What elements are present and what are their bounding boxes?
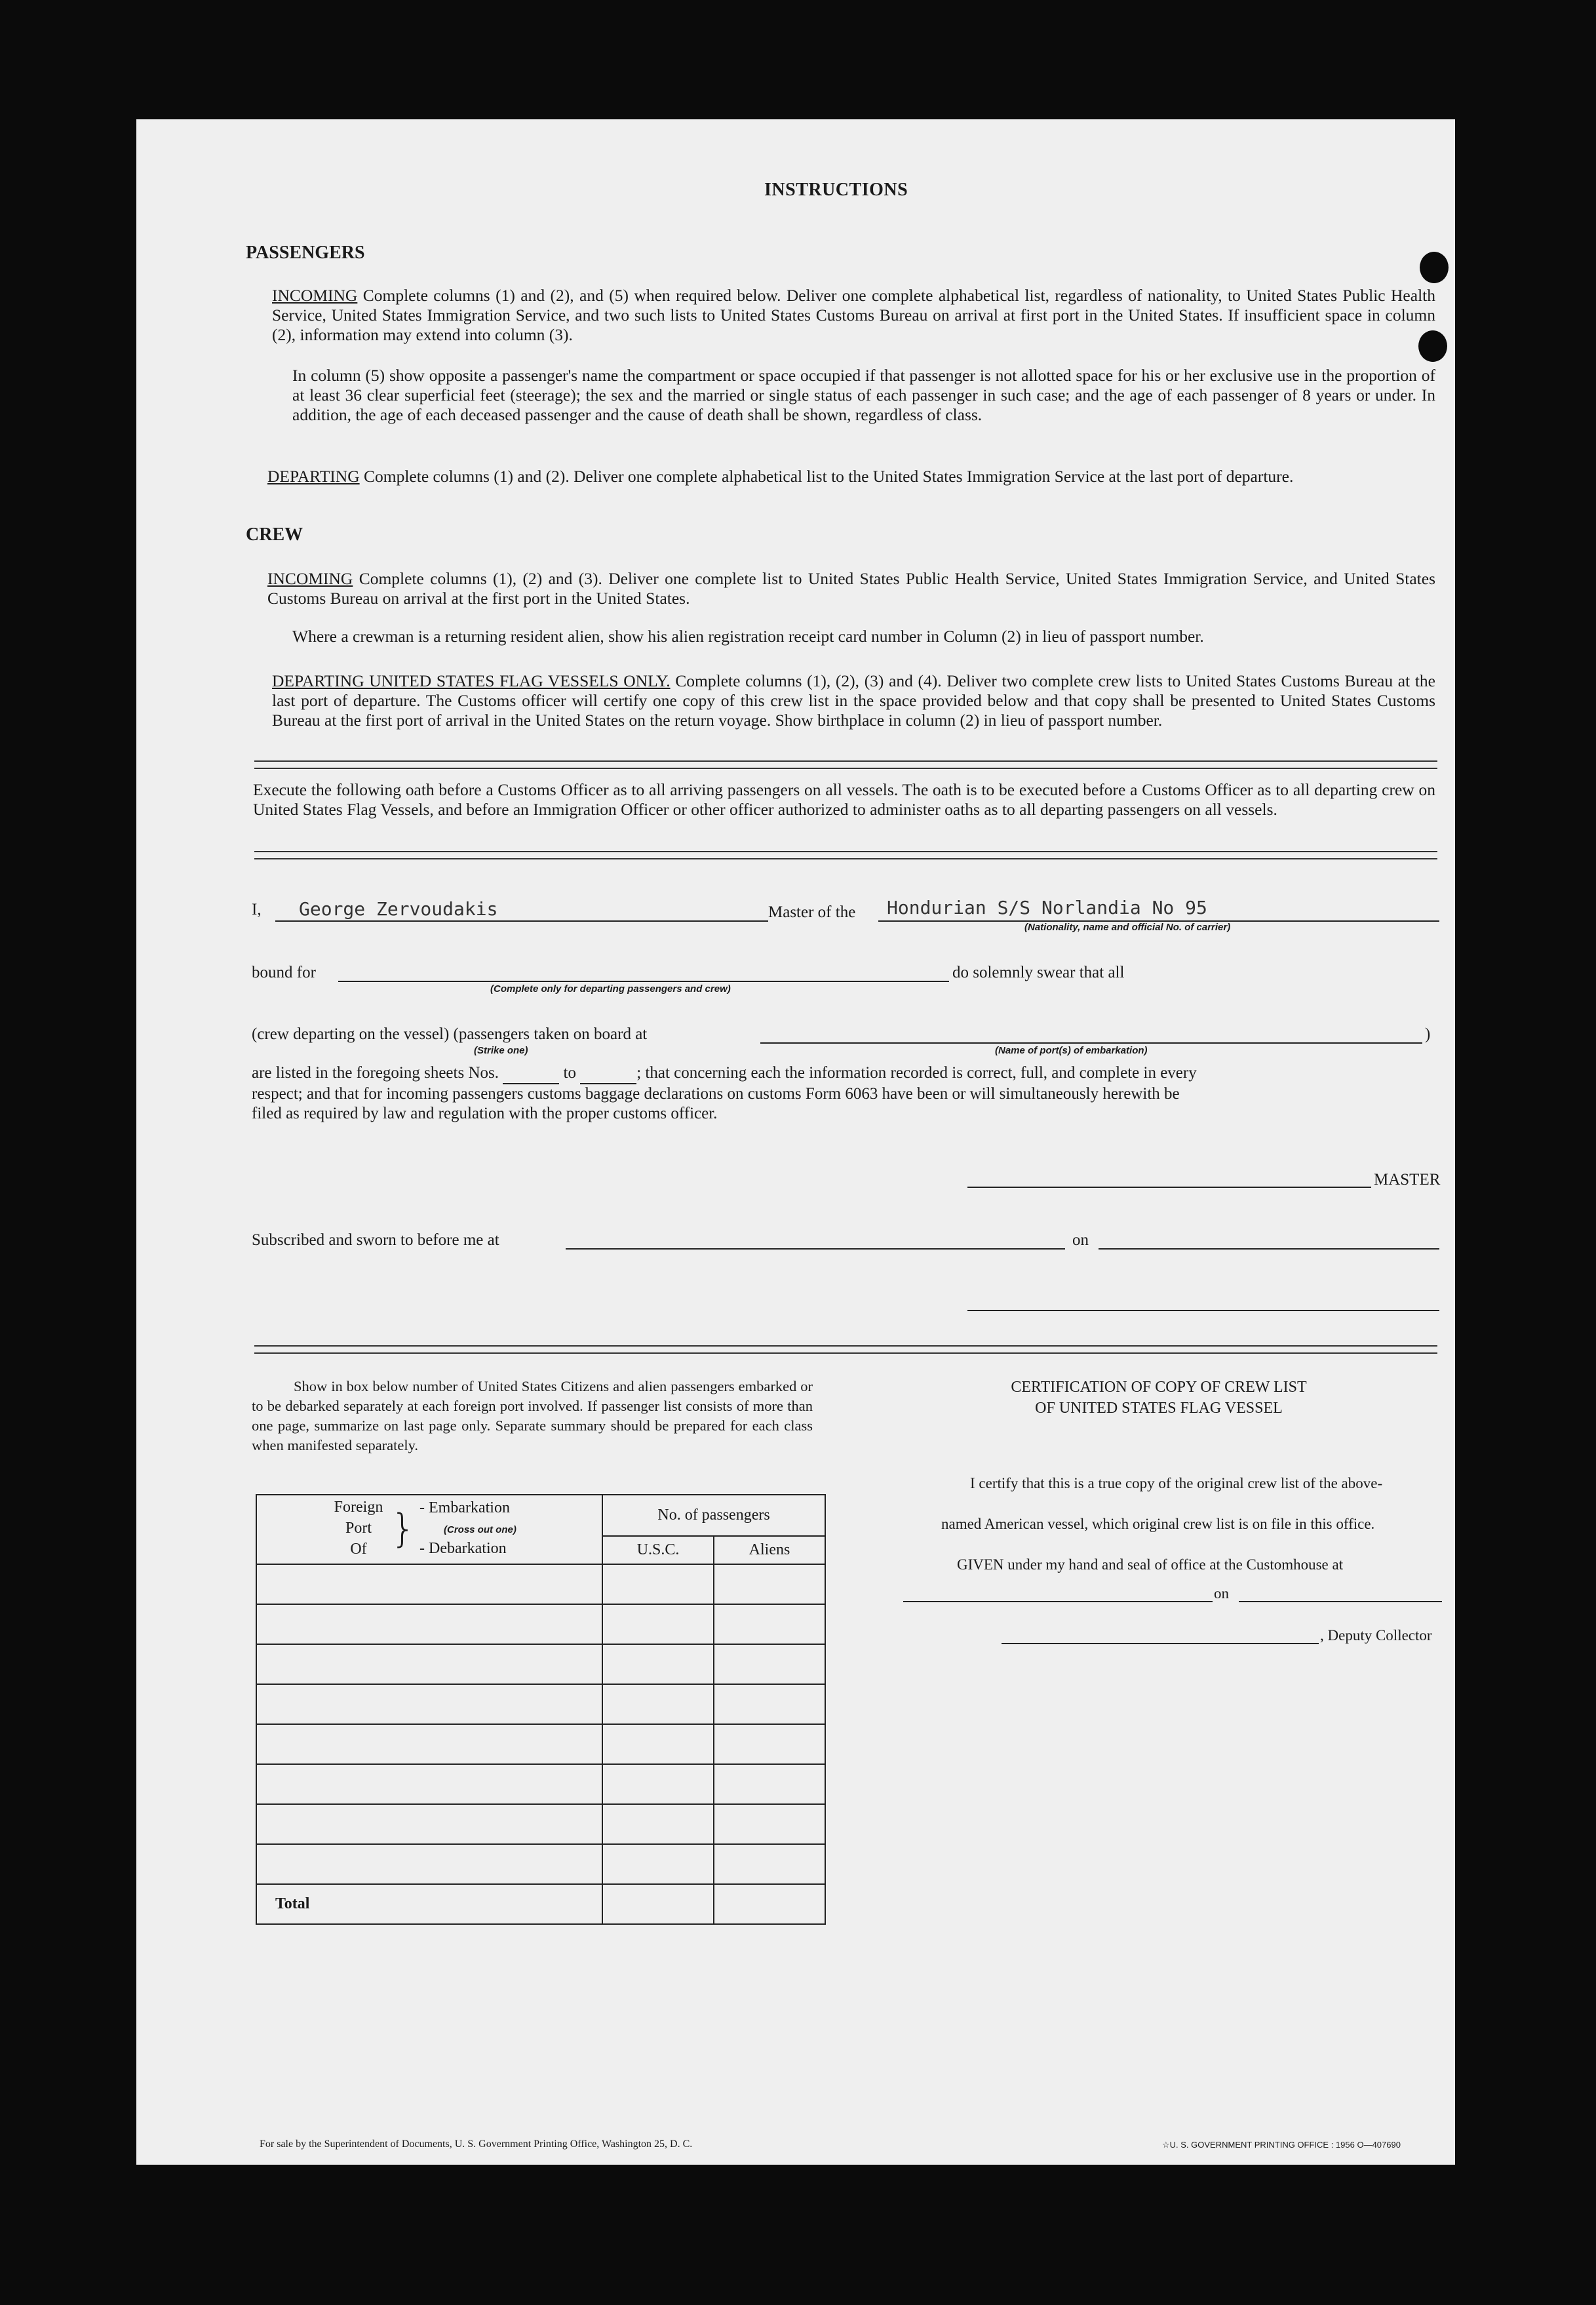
listed-text-d: filed as required by law and regulation with the proper customs officer. xyxy=(252,1105,718,1122)
debarkation-label: - Debarkation xyxy=(419,1540,507,1557)
passengers-incoming-text: Complete columns (1) and (2), and (5) when required below. Deliver one complete alphabetical list, regardless of nationality, to United States Public Health Service, United States Immigration Service, and two such lists to United States Customs Bureau on arrival at first port in the United States. If insufficient space in column (2), information may extend into column (3). xyxy=(272,286,1435,344)
strike-caption: (Strike one) xyxy=(474,1045,528,1056)
table-row[interactable] xyxy=(256,1844,825,1884)
master-signature-label: MASTER xyxy=(1374,1171,1441,1189)
brace-icon: } xyxy=(391,1506,416,1552)
port-label: Port xyxy=(345,1520,372,1537)
certification-date-line[interactable] xyxy=(1239,1601,1442,1602)
aliens-header: Aliens xyxy=(714,1536,825,1564)
form-page xyxy=(136,119,1455,2165)
listed-text-a: are listed in the foregoing sheets Nos. xyxy=(252,1064,499,1082)
page-title: INSTRUCTIONS xyxy=(764,180,908,200)
passengers-heading: PASSENGERS xyxy=(246,243,365,263)
table-row[interactable] xyxy=(256,1724,825,1764)
crew-resident-paragraph: Where a crewman is a returning resident alien, show his alien registration receipt card number in Column (2) in lieu of passport number. xyxy=(292,627,1204,646)
oath-i-label: I, xyxy=(252,901,262,918)
punch-hole-icon xyxy=(1418,330,1447,362)
officer-signature-line[interactable] xyxy=(967,1310,1439,1311)
bound-for-caption: (Complete only for departing passengers and crew) xyxy=(490,983,731,995)
listed-to-label: to xyxy=(563,1064,576,1082)
footer-left: For sale by the Superintendent of Documents, U. S. Government Printing Office, Washington 25, D. C. xyxy=(260,2138,693,2150)
sworn-on-label: on xyxy=(1072,1231,1089,1249)
oath-instruction-paragraph: Execute the following oath before a Customs Officer as to all arriving passengers on all vessels. The oath is to be executed before a Customs Officer as to all departing crew on United States Flag Vessels, and before an Immigration Officer or other officer authorized to administer oaths as to all departing passengers on all vessels. xyxy=(253,780,1435,819)
certification-on-label: on xyxy=(1214,1585,1229,1602)
table-row[interactable] xyxy=(256,1564,825,1604)
certification-title-line2: OF UNITED STATES FLAG VESSEL xyxy=(1035,1400,1283,1417)
passengers-count-header: No. of passengers xyxy=(602,1495,825,1536)
table-row[interactable] xyxy=(256,1604,825,1644)
master-name-field[interactable]: George Zervoudakis xyxy=(299,898,498,920)
passengers-incoming-paragraph xyxy=(272,286,1435,345)
port-header-text xyxy=(329,1497,388,1560)
certification-title-line1: CERTIFICATION OF COPY OF CREW LIST xyxy=(1011,1379,1307,1396)
bound-for-label: bound for xyxy=(252,964,316,981)
crew-departing-label: (crew departing on the vessel) (passengers taken on board at xyxy=(252,1025,648,1043)
sworn-location-line[interactable] xyxy=(566,1248,1065,1250)
vessel-caption: (Nationality, name and official No. of carrier) xyxy=(1024,922,1231,933)
divider xyxy=(254,851,1437,859)
subscribed-label: Subscribed and sworn to before me at xyxy=(252,1231,499,1249)
foreign-label: Foreign xyxy=(334,1499,383,1516)
deputy-collector-label: , Deputy Collector xyxy=(1320,1627,1432,1644)
crew-incoming-text: Complete columns (1), (2) and (3). Deliver one complete list to United States Public Health Service, United States Immigration Service, and United States Customs Bureau on arrival at the first port in the United States. xyxy=(267,569,1435,608)
listed-text-c: respect; and that for incoming passengers customs baggage declarations on customs Form 6063 have been or will simultaneously herewith be xyxy=(252,1085,1180,1103)
swear-label: do solemnly swear that all xyxy=(952,964,1125,981)
usc-header: U.S.C. xyxy=(602,1536,714,1564)
sheet-to-field[interactable] xyxy=(580,1063,636,1084)
crew-incoming-label: INCOMING xyxy=(267,569,353,588)
footer-right: ☆U. S. GOVERNMENT PRINTING OFFICE : 1956 O—407690 xyxy=(1162,2140,1401,2150)
master-of-label: Master of the xyxy=(768,903,856,921)
crew-departing-text: Complete columns (1), (2), (3) and (4). Deliver two complete crew lists to United States Customs Bureau at the last port of departure. The Customs officer will certify one copy of this crew list in the space provided below and that copy shall be presented to United States Customs Bureau at the first port of arrival in the United States on the return voyage. Show birthplace in column (2) in lieu of passport number. xyxy=(272,671,1435,730)
passengers-column5-paragraph: In column (5) show opposite a passenger's name the compartment or space occupied if that passenger is not allotted space for his or her exclusive use in the proportion of at least 36 clear superficial feet (steerage); the sex and the married or single status of each passenger in such case; and the age of each passenger of 8 years or under. In addition, the age of each deceased passenger and the cause of death shall be shown, regardless of class. xyxy=(292,366,1435,424)
certify-line1: I certify that this is a true copy of the original crew list of the above- xyxy=(970,1475,1383,1491)
sheet-from-field[interactable] xyxy=(503,1063,559,1084)
table-row[interactable] xyxy=(256,1684,825,1724)
passenger-summary-table xyxy=(256,1494,826,1925)
crew-departing-paragraph xyxy=(272,671,1435,730)
summary-instruction: Show in box below number of United States Citizens and alien passengers embarked or to be debarked separately at each foreign port involved. If passenger list consists of more than one page, summarize on last page only. Separate summary should be prepared for each class when manifested separately. xyxy=(252,1378,813,1453)
listed-paragraph xyxy=(252,1063,1435,1124)
close-paren: ) xyxy=(1425,1025,1431,1043)
total-label: Total xyxy=(256,1884,602,1924)
cross-out-label: (Cross out one) xyxy=(444,1524,516,1535)
given-line: GIVEN under my hand and seal of office at the Customhouse at xyxy=(957,1556,1344,1573)
passengers-departing-text: Complete columns (1) and (2). Deliver one complete alphabetical list to the United States Immigration Service at the last port of departure. xyxy=(359,467,1294,486)
customhouse-line[interactable] xyxy=(903,1601,1213,1602)
table-row[interactable] xyxy=(256,1644,825,1684)
table-row[interactable] xyxy=(256,1804,825,1844)
certify-line2: named American vessel, which original crew list is on file in this office. xyxy=(941,1516,1375,1532)
divider xyxy=(254,1345,1437,1354)
embarkation-label: - Embarkation xyxy=(419,1499,510,1516)
passengers-departing-label: DEPARTING xyxy=(267,467,360,486)
bound-for-line[interactable] xyxy=(338,981,949,982)
divider xyxy=(254,760,1437,769)
table-header-row xyxy=(256,1495,825,1536)
total-row[interactable] xyxy=(256,1884,825,1924)
deputy-signature-line[interactable] xyxy=(1002,1643,1319,1644)
certification-title xyxy=(962,1377,1355,1419)
crew-heading: CREW xyxy=(246,524,303,545)
crew-incoming-paragraph xyxy=(267,569,1435,608)
embarkation-port-line[interactable] xyxy=(760,1042,1422,1044)
master-signature-line[interactable] xyxy=(967,1187,1371,1188)
vessel-field[interactable]: Hondurian S/S Norlandia No 95 xyxy=(887,897,1207,918)
passengers-incoming-label: INCOMING xyxy=(272,286,358,305)
port-caption: (Name of port(s) of embarkation) xyxy=(995,1045,1148,1056)
passengers-departing-paragraph xyxy=(267,467,1435,486)
punch-hole-icon xyxy=(1420,252,1449,283)
certification-body xyxy=(941,1463,1439,1585)
sworn-date-line[interactable] xyxy=(1099,1248,1439,1250)
port-header-cell xyxy=(256,1495,602,1564)
table-row[interactable] xyxy=(256,1764,825,1804)
crew-departing-label: DEPARTING UNITED STATES FLAG VESSELS ONLY. xyxy=(272,671,671,690)
master-name-line xyxy=(275,920,768,922)
of-label: Of xyxy=(350,1541,367,1558)
listed-text-b: ; that concerning each the information recorded is correct, full, and complete in every xyxy=(636,1064,1197,1082)
